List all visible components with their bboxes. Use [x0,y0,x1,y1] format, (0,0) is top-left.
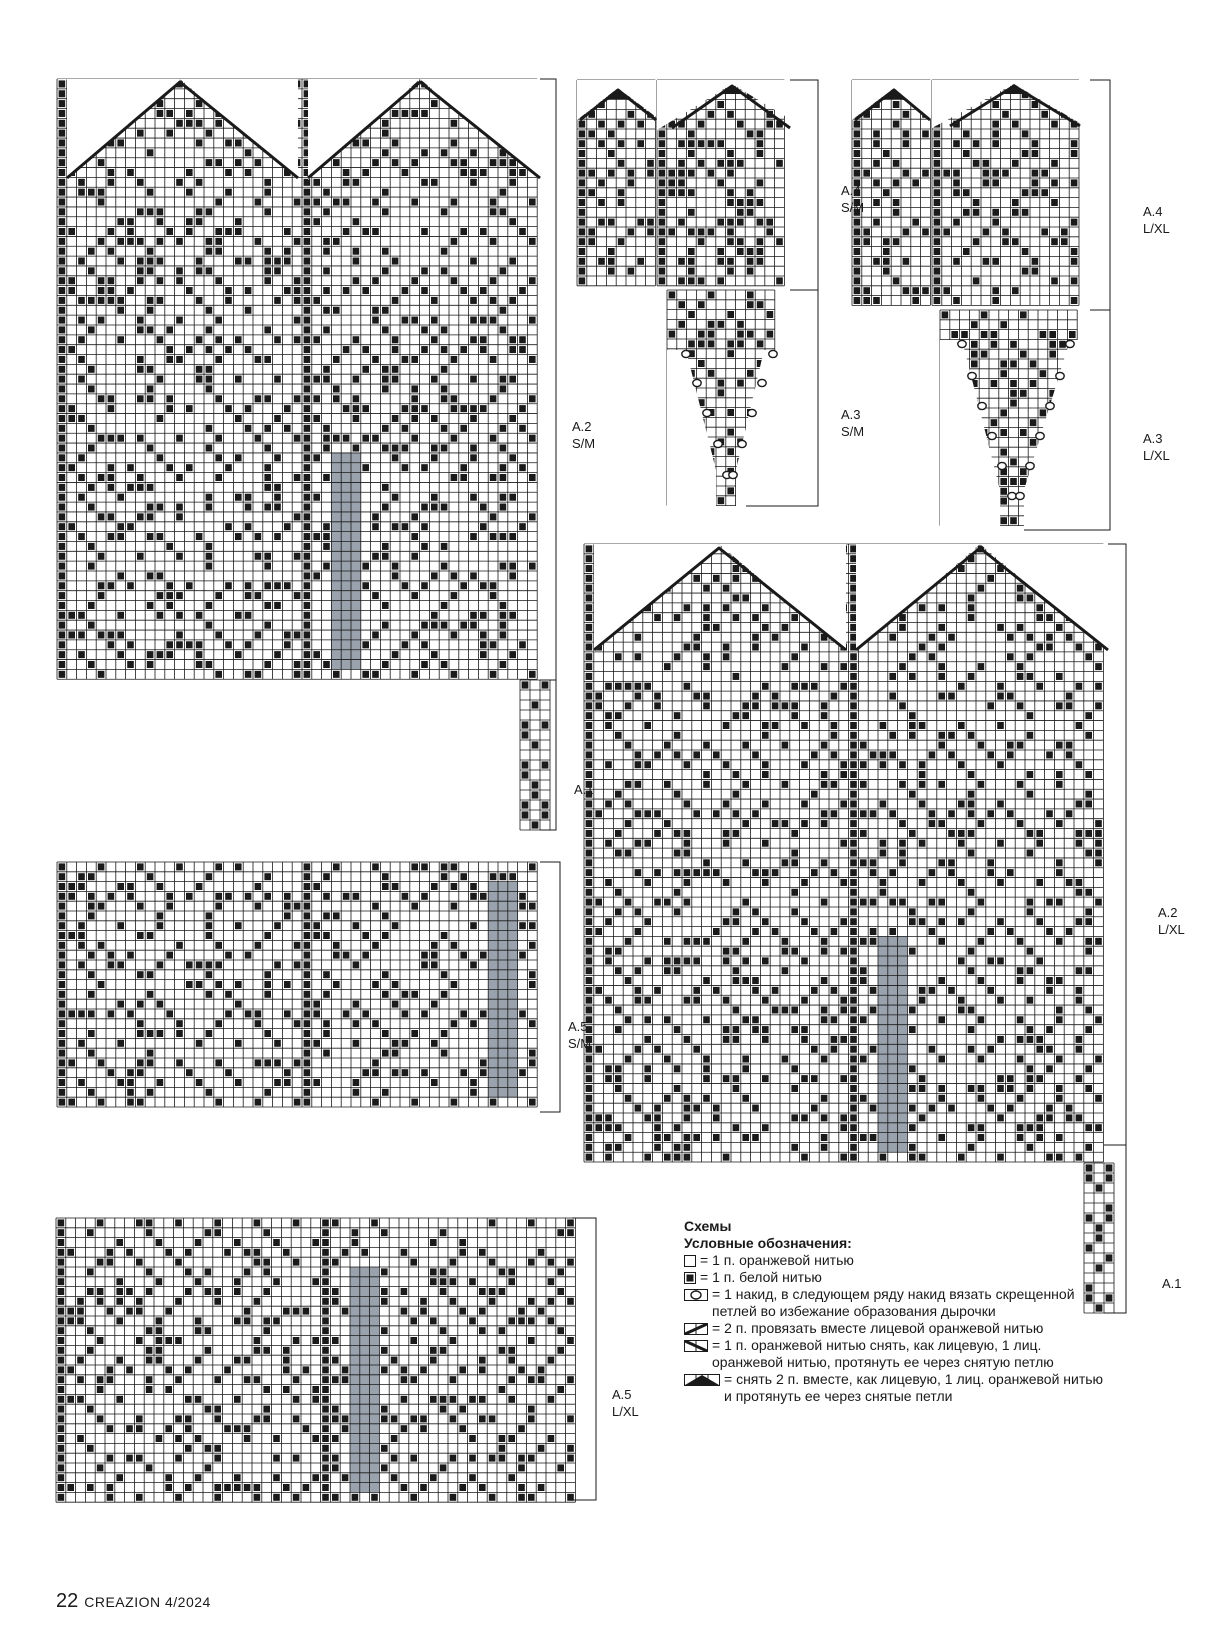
yarn-over-mark [958,340,966,347]
yarn-over-mark [1016,492,1024,499]
label-a1-sm [574,781,594,798]
label-a4-lxl [1143,203,1170,237]
yarn-over-mark [1008,492,1016,499]
legend-heading: Схемы [684,1218,732,1234]
yarn-over-mark [1056,372,1064,379]
yarn-over-mark [714,440,722,447]
label-a2-lxl [1158,904,1185,938]
label-a4-sm-code: A.4 [841,183,861,198]
label-a2-sm-size: S/M [572,436,596,451]
size-bracket [1108,544,1126,1145]
label-a5-sm-code: A.5 [568,1019,588,1034]
yarn-over-mark [703,409,711,416]
legend-item-text: = 1 п. оранжевой нитью [700,1252,854,1268]
skpo-icon [684,1340,708,1352]
label-a1-lxl-code: A.1 [1162,1276,1182,1291]
legend-item-text: = 1 п. оранжевой нитью снять, как лицевую, 1 лиц. оранжевой нитью, протянуть ее через снятую петлю [712,1337,1054,1370]
yarn-over-mark [769,350,777,357]
legend-item [684,1269,1104,1286]
label-a1-sm-code: A.1 [574,782,594,797]
label-a3-sm-size: S/M [841,424,865,439]
size-bracket [540,862,560,1112]
yarn-over-mark [682,350,690,357]
label-a3-lxl-size: L/XL [1143,448,1170,463]
label-a3-lxl-code: A.3 [1143,431,1163,446]
label-a5-lxl-size: L/XL [612,1404,639,1419]
legend-item-text: = 1 накид, в следующем ряду накид вязать скрещенной петлей во избежание образования дырочки [712,1286,1075,1319]
yarn-over-mark [1046,402,1054,409]
highlight-band [350,1267,379,1492]
label-a2-sm-code: A.2 [572,419,592,434]
yarn-over-mark [693,379,701,386]
legend-item-text: = 2 п. провязать вместе лицевой оранжевой нитью [712,1320,1044,1336]
yarn-over-mark [738,440,746,447]
label-a5-sm [568,1018,591,1052]
yarn-over-mark [1026,462,1034,469]
yarn-over-mark [748,409,756,416]
legend-item [684,1252,1104,1269]
magazine-issue: CREAZION 4/2024 [84,1594,211,1610]
yarn-over-mark [758,379,766,386]
legend-item [684,1286,1104,1320]
label-a5-sm-size: S/M [568,1036,592,1051]
chart-a5-lxl [56,1218,575,1502]
legend-item [684,1320,1104,1337]
yarn-over-mark [1036,432,1044,439]
yarn-over-mark [978,402,986,409]
yarn-over-mark [968,372,976,379]
label-a1-lxl [1162,1275,1182,1292]
label-a4-sm-size: S/M [841,200,865,215]
yarn-over-icon [684,1289,708,1301]
label-a5-lxl [612,1386,639,1420]
label-a3-sm-code: A.3 [841,407,861,422]
legend-item [684,1371,1104,1405]
k2tog-icon [684,1323,708,1335]
label-a2-lxl-code: A.2 [1158,905,1178,920]
label-a4-sm [841,182,864,216]
chart-a5-sm [57,862,537,1107]
page-number: 22 [56,1590,79,1612]
legend-item [684,1337,1104,1371]
yarn-over-mark [729,471,737,478]
orange-stitch-icon [684,1255,696,1267]
label-a3-lxl [1143,430,1170,464]
label-a4-lxl-code: A.4 [1143,204,1163,219]
double-decrease-icon [684,1374,720,1386]
legend-subheading: Условные обозначения: [684,1235,852,1251]
label-a3-sm [841,406,864,440]
label-a5-lxl-code: A.5 [612,1387,632,1402]
label-a4-lxl-size: L/XL [1143,221,1170,236]
chart-a1-sm [520,680,550,830]
legend [684,1218,1104,1405]
size-bracket [540,79,556,680]
white-stitch-icon [684,1272,696,1284]
label-a2-lxl-size: L/XL [1158,922,1185,937]
label-a2-sm [572,418,595,452]
yarn-over-mark [1066,340,1074,347]
legend-item-text: = снять 2 п. вместе, как лицевую, 1 лиц. оранжевой нитью и протянуть ее через снятые петли [724,1371,1104,1404]
yarn-over-mark [998,462,1006,469]
yarn-over-mark [988,432,996,439]
legend-item-text: = 1 п. белой нитью [700,1269,822,1285]
page-footer [56,1590,211,1613]
